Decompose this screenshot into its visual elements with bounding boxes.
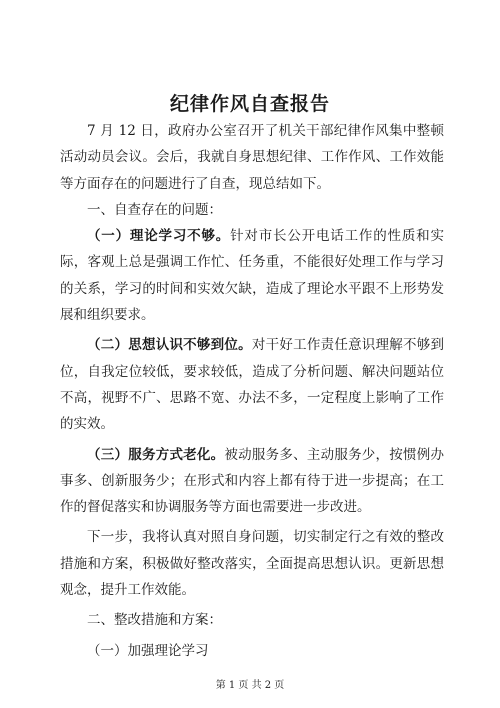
section-heading-measures: 二、整改措施和方案： bbox=[87, 612, 222, 629]
page-footer: 第 1 页 共 2 页 bbox=[215, 680, 285, 691]
document-body bbox=[60, 118, 444, 664]
problem-item-3-lead: （三）服务方式老化。 bbox=[87, 446, 225, 463]
problem-item-1-text: 针对市长公开电话工作的性质和实际，客观上总是强调工作忙、任务重，不能很好处理工作与学习的关系，学习的时间和实效欠缺，造成了理论水平跟不上形势发展和组织要求。 bbox=[60, 228, 444, 324]
intro-paragraph: 7 月 12 日，政府办公室召开了机关干部纪律作风集中整顿活动动员会议。会后，我就自身思想纪律、工作作风、工作效能等方面存在的问题进行了自查，现总结如下。 bbox=[60, 123, 444, 192]
problem-item-1-lead: （一）理论学习不够。 bbox=[87, 228, 231, 245]
problem-item-1 bbox=[60, 223, 444, 328]
problem-item-2 bbox=[60, 332, 444, 437]
document-title: 纪律作风自查报告 bbox=[169, 93, 330, 115]
problem-item-2-lead: （二）思想认识不够到位。 bbox=[87, 337, 252, 354]
section-heading-problems: 一、自查存在的问题： bbox=[87, 201, 222, 218]
problem-item-2-text: 对干好工作责任意识理解不够到位，自我定位较低，要求较低，造成了分析问题、解决问题站位不高，视野不广、思路不宽、办法不多，一定程度上影响了工作的实效。 bbox=[60, 337, 445, 433]
problem-item-3 bbox=[60, 442, 444, 521]
next-step-paragraph: 下一步，我将认真对照自身问题，切实制定行之有效的整改措施和方案，积极做好整改落实，全面提高思想认识。更新思想观念，提升工作效能。 bbox=[60, 529, 444, 599]
problem-item-3-text: 被动服务多、主动服务少，按惯例办事多、创新服务少；在形式和内容上都有待于进一步提高；在工作的督促落实和协调服务等方面也需要进一步改进。 bbox=[60, 446, 445, 516]
sub-heading-theory-study: （一）加强理论学习 bbox=[87, 642, 209, 659]
